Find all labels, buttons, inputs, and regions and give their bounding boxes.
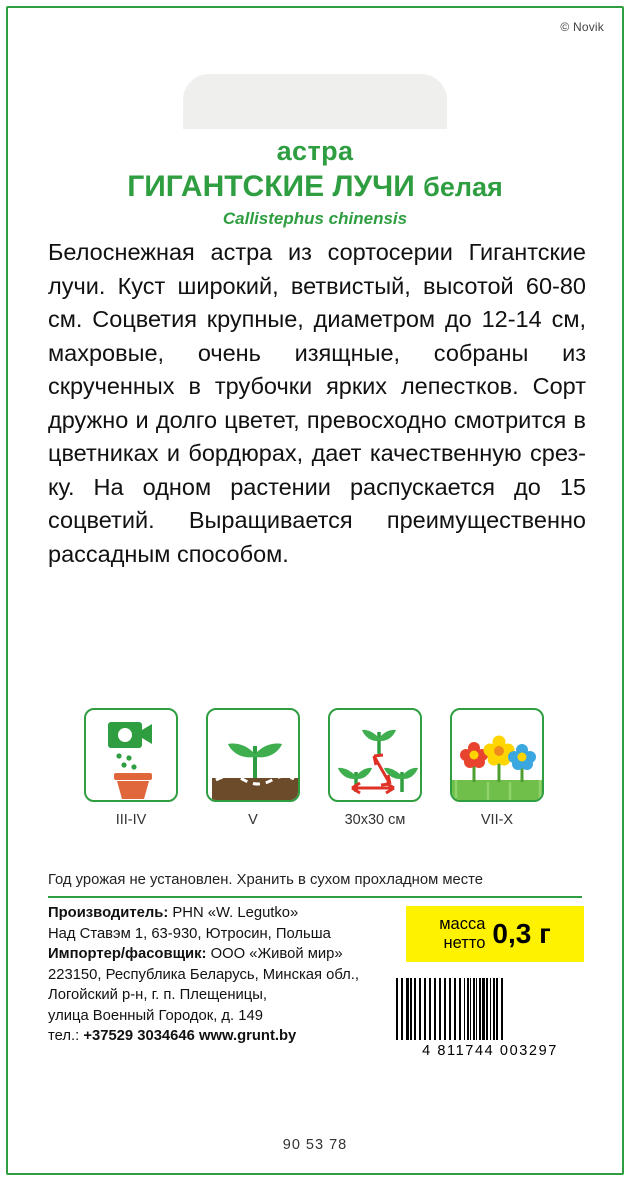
- pictogram-sowing: [84, 708, 178, 828]
- pictogram-caption: VII-X: [480, 812, 514, 828]
- copyright-text: © Novik: [560, 20, 604, 34]
- variety-name: [0, 168, 630, 206]
- pictogram-caption: V: [248, 812, 258, 828]
- company-info: [48, 903, 398, 1047]
- contact-line: [48, 1026, 398, 1047]
- flowering-icon: [450, 708, 544, 802]
- barcode: [396, 978, 584, 1059]
- variety-name-caps: ГИГАНТСКИЕ ЛУЧИ: [127, 170, 415, 204]
- producer-label: Производитель:: [48, 905, 169, 921]
- website-url: www.grunt.by: [198, 1028, 297, 1044]
- seedling-soil-icon: [206, 708, 300, 802]
- spacing-arrows-icon: [328, 708, 422, 802]
- net-weight-label: [439, 915, 485, 953]
- pictogram-caption: 30x30 см: [344, 812, 406, 828]
- importer-address-3: улица Военный Городок, д. 149: [48, 1007, 263, 1024]
- net-weight-label-line2: нетто: [443, 934, 486, 952]
- importer-line: [48, 944, 398, 965]
- pictogram-planting: [206, 708, 300, 828]
- phone-label: тел.:: [48, 1028, 80, 1044]
- producer-address: Над Ставэм 1, 63-930, Ютросин, Польша: [48, 925, 331, 942]
- description-text: Белоснежная астра из сортосерии Гигантские лучи. Куст широкий, ветвистый, высотой 60-80 см. Соцветия крупные, диаметром до 12-14 см, махровые, очень изящные, собраны из скрученных в трубочки ярких лепестков. Сорт дружно и долго цветет, превосходно смотрится в цветниках и бордюрах, дает качественную срезку. На одном растении распускается до 15 соцветий. Выращивается преимущественно рассадным способом.: [48, 239, 586, 567]
- pictogram-row: [84, 708, 544, 828]
- net-weight-value: 0,3 г: [492, 918, 551, 949]
- pictogram-spacing: [328, 708, 422, 828]
- sku-code: 90 53 78: [282, 1137, 348, 1153]
- divider: [48, 896, 582, 898]
- importer-address-1: 223150, Республика Беларусь, Минская обл.,: [48, 966, 360, 983]
- producer-line: [48, 903, 398, 924]
- sowing-pot-icon: [84, 708, 178, 802]
- plant-genus: астра: [276, 136, 354, 166]
- hang-hole-tab: [183, 74, 447, 128]
- pictogram-caption: III-IV: [115, 812, 147, 828]
- importer-label: Импортер/фасовщик:: [48, 946, 207, 962]
- phone-number: +37529 3034646: [83, 1028, 195, 1044]
- barcode-bars: [396, 978, 584, 1040]
- importer-value: ООО «Живой мир»: [210, 946, 343, 962]
- importer-address-2: Логойский р-н, г. п. Плещеницы,: [48, 987, 268, 1003]
- pictogram-flowering: [450, 708, 544, 828]
- net-weight-label-line1: масса: [439, 915, 486, 933]
- variety-name-sub: белая: [423, 172, 503, 203]
- barcode-digits: 4 811744 003297: [422, 1043, 558, 1059]
- title-block: [0, 136, 630, 229]
- net-weight-badge: [406, 906, 584, 962]
- latin-name: Callistephus chinensis: [222, 208, 408, 228]
- producer-value: PHN «W. Legutko»: [172, 905, 299, 921]
- storage-note: Год урожая не установлен. Хранить в сухом прохладном месте: [48, 872, 484, 888]
